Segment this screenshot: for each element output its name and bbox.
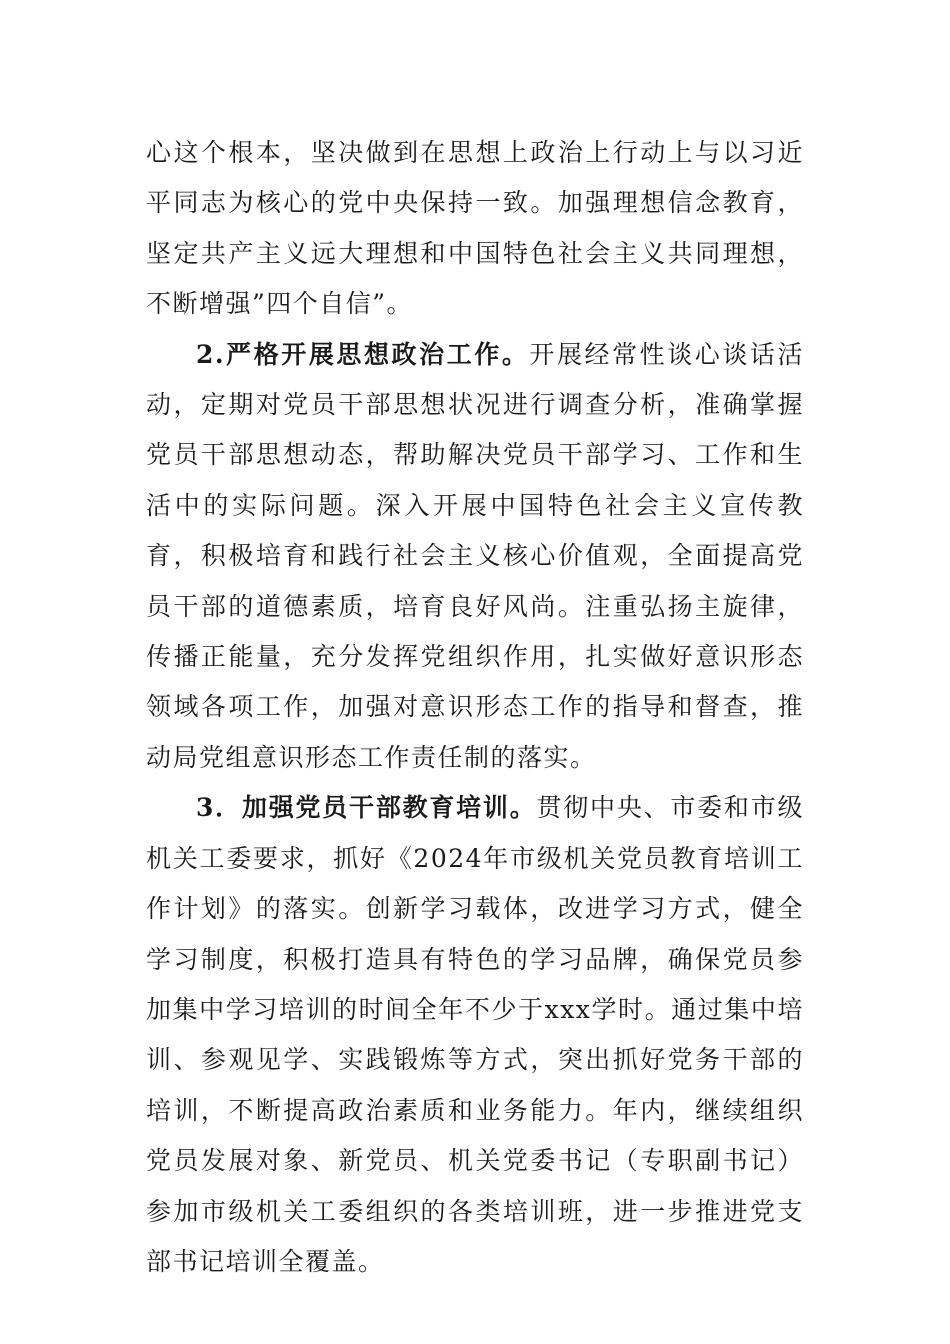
section-heading: 2.严格开展思想政治工作。 — [196, 339, 530, 369]
document-body — [146, 128, 804, 1287]
paragraph-continuation — [146, 128, 804, 330]
paragraph-section-3 — [146, 783, 804, 1287]
paragraph-body: 开展经常性谈心谈话活动，定期对党员干部思想状况进行调查分析，准确掌握党员干部思想动态，帮助解决党员干部学习、工作和生活中的实际问题。深入开展中国特色社会主义宣传教育，积极培育和践行社会主义核心价值观，全面提高党员干部的道德素质，培育良好风尚。注重弘扬主旋律，传播正能量，充分发挥党组织作用，扎实做好意识形态领域各项工作，加强对意识形态工作的指导和督查，推动局党组意识形态工作责任制的落实。 — [146, 339, 804, 772]
section-heading: 3．加强党员干部教育培训。 — [196, 793, 537, 823]
paragraph-section-2 — [146, 330, 804, 784]
paragraph-body: 心这个根本，坚决做到在思想上政治上行动上与以习近平同志为核心的党中央保持一致。加强理想信念教育，坚定共产主义远大理想和中国特色社会主义共同理想，不断增强”四个自信”。 — [146, 138, 804, 319]
paragraph-body: 贯彻中央、市委和市级机关工委要求，抓好《2024年市级机关党员教育培训工作计划》的落实。创新学习载体，改进学习方式，健全学习制度，积极打造具有特色的学习品牌，确保党员参加集中学习培训的时间全年不少于xxx学时。通过集中培训、参观见学、实践锻炼等方式，突出抓好党务干部的培训，不断提高政治素质和业务能力。年内，继续组织党员发展对象、新党员、机关党委书记（专职副书记）参加市级机关工委组织的各类培训班，进一步推进党支部书记培训全覆盖。 — [146, 793, 804, 1276]
